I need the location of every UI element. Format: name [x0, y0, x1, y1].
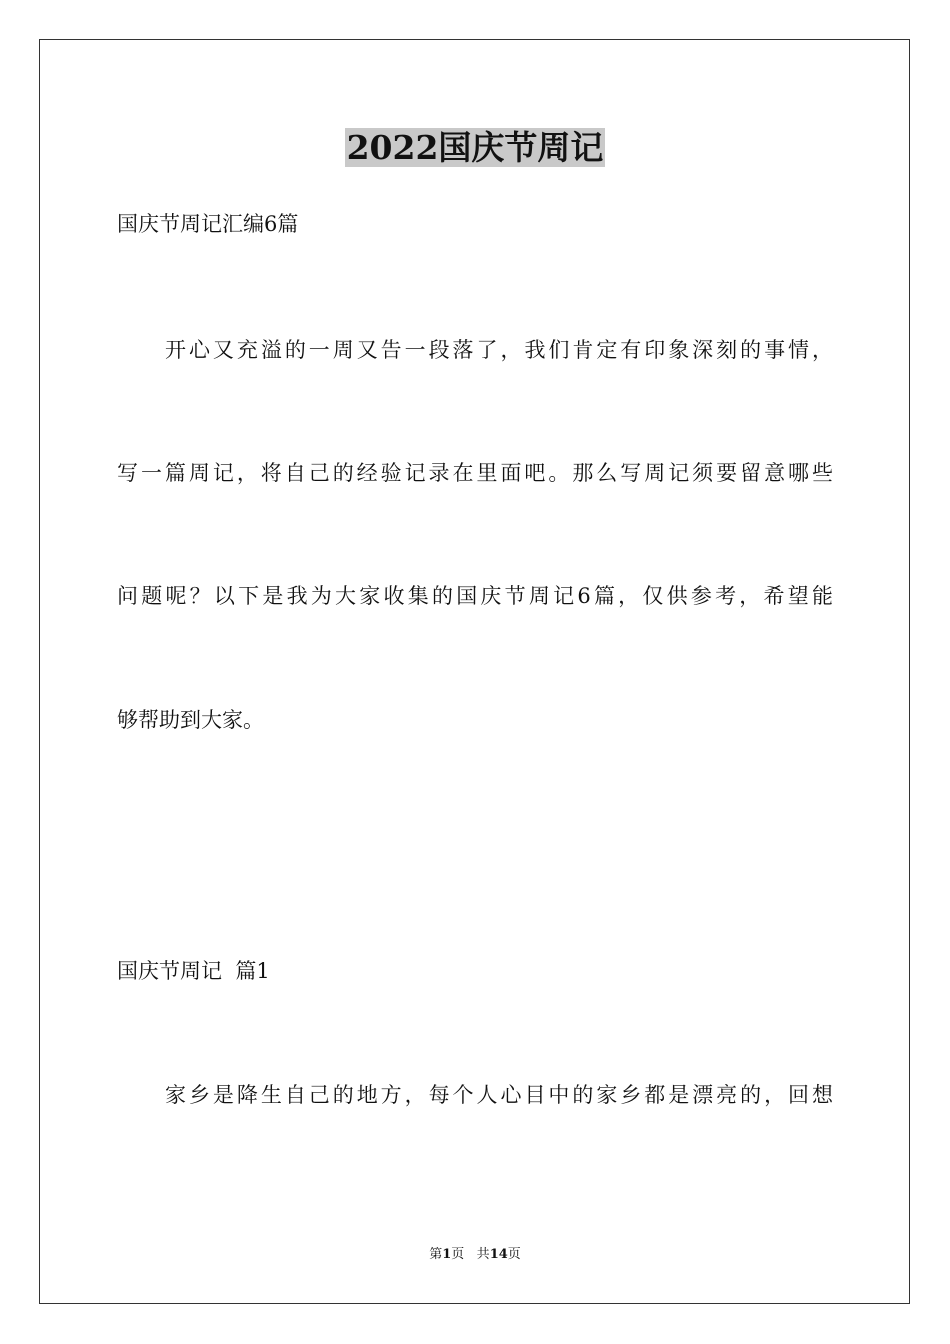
page-footer: [0, 1246, 950, 1264]
intro-paragraph-line: 够帮助到大家。: [117, 708, 264, 732]
footer-page-total: 14: [489, 1247, 508, 1262]
intro-paragraph-line: 问题呢？以下是我为大家收集的国庆节周记6篇，仅供参考，希望能: [117, 584, 833, 608]
footer-page-current: 1: [442, 1247, 452, 1262]
section-paragraph-line: 家乡是降生自己的地方，每个人心目中的家乡都是漂亮的，回想: [165, 1083, 833, 1107]
document-title: [0, 126, 950, 170]
footer-page-prefix: 第: [429, 1247, 443, 1262]
document-title-text: 2022国庆节周记: [346, 128, 604, 167]
footer-total-prefix: 共: [476, 1247, 490, 1262]
section-heading: 国庆节周记 篇1: [117, 959, 270, 983]
footer-total-unit: 页: [507, 1247, 521, 1262]
intro-paragraph-line: 写一篇周记，将自己的经验记录在里面吧。那么写周记须要留意哪些: [117, 461, 833, 485]
footer-page-unit: 页: [451, 1247, 465, 1262]
document-subtitle: 国庆节周记汇编6篇: [117, 212, 299, 236]
intro-paragraph-line: 开心又充溢的一周又告一段落了，我们肯定有印象深刻的事情，: [165, 338, 833, 362]
